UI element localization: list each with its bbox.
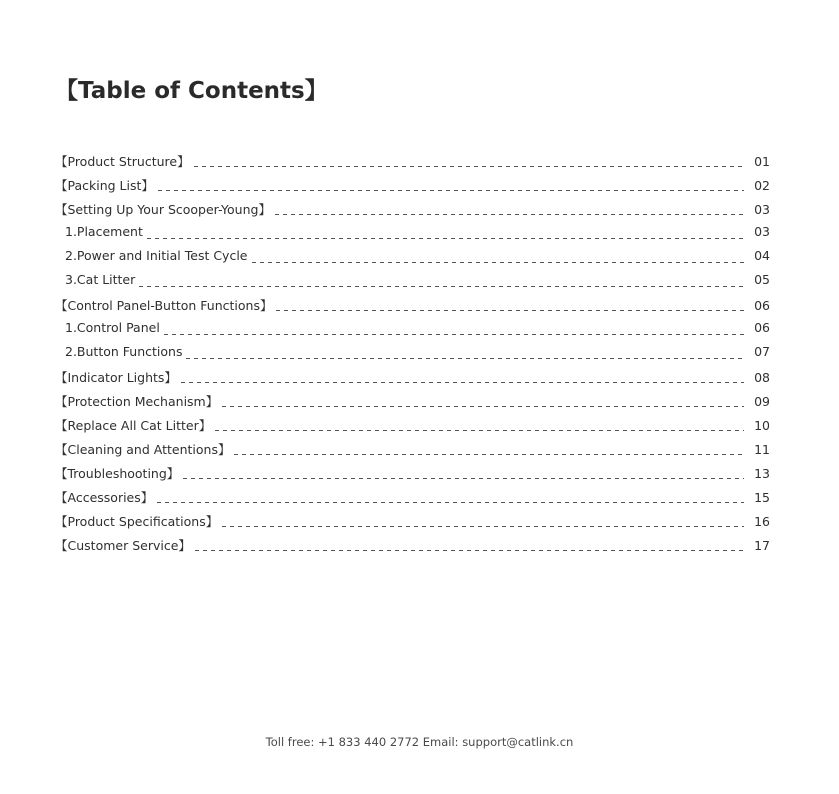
dot-leader [186,358,744,359]
dot-leader [215,430,744,431]
toc-entry-label: 1.Placement [65,224,143,239]
toc-entry[interactable] [55,368,770,392]
toc-entry-label: 【Replace All Cat Litter】 [55,418,212,433]
dot-leader [252,262,745,263]
dot-leader [276,310,744,311]
toc-entry-page-number: 03 [754,202,770,217]
toc-entry-page-number: 09 [754,394,770,409]
toc-entry-label: 【Product Structure】 [55,154,190,169]
dot-leader [158,190,744,191]
toc-entry[interactable] [55,488,770,512]
toc-entry-label: 【Customer Service】 [55,538,191,553]
toc-entry-label: 【Protection Mechanism】 [55,394,219,409]
toc-entry[interactable] [55,176,770,200]
toc-entry-page-number: 01 [754,154,770,169]
toc-entry-page-number: 15 [754,490,770,505]
toc-entry[interactable] [55,464,770,488]
page-title: 【Table of Contents】 [55,78,328,104]
footer-contact: Toll free: +1 833 440 2772 Email: support@catlink.cn [265,735,574,749]
toc-entry[interactable] [55,440,770,464]
toc-entry[interactable] [55,392,770,416]
toc-entry[interactable] [55,344,770,368]
toc-entry[interactable] [55,224,770,248]
dot-leader [181,382,744,383]
toc-entry[interactable] [55,152,770,176]
toc-entry-page-number: 06 [754,298,770,313]
toc-entry-label: 【Product Specifications】 [55,514,219,529]
toc-entry[interactable] [55,200,770,224]
toc-entry-page-number: 17 [754,538,770,553]
toc-entry-label: 【Control Panel-Button Functions】 [55,298,273,313]
toc-entry-page-number: 05 [754,272,770,287]
dot-leader [234,454,744,455]
dot-leader [183,478,744,479]
toc-entry-label: 【Troubleshooting】 [55,466,180,481]
toc-entry-label: 【Accessories】 [55,490,154,505]
toc-entry[interactable] [55,296,770,320]
toc-entry-page-number: 10 [754,418,770,433]
dot-leader [222,406,744,407]
toc-entry-page-number: 06 [754,320,770,335]
dot-leader [275,214,744,215]
toc-entry-page-number: 11 [754,442,770,457]
toc-entry-page-number: 08 [754,370,770,385]
dot-leader [195,550,744,551]
toc-entry-page-number: 07 [754,344,770,359]
toc-entry-page-number: 04 [754,248,770,263]
toc-entry-page-number: 16 [754,514,770,529]
toc-entry-page-number: 13 [754,466,770,481]
toc-entry-label: 1.Control Panel [65,320,160,335]
toc-entry-label: 【Setting Up Your Scooper-Young】 [55,202,271,217]
toc-entry-label: 2.Button Functions [65,344,183,359]
toc-entry[interactable] [55,416,770,440]
toc-entry-label: 【Indicator Lights】 [55,370,177,385]
toc-entry[interactable] [55,272,770,296]
toc-entry-label: 【Cleaning and Attentions】 [55,442,231,457]
dot-leader [157,502,744,503]
toc-entry[interactable] [55,320,770,344]
dot-leader [164,334,744,335]
toc-entry-page-number: 03 [754,224,770,239]
toc-entry-page-number: 02 [754,178,770,193]
toc-entry[interactable] [55,512,770,536]
toc-entry-label: 3.Cat Litter [65,272,136,287]
toc-entry[interactable] [55,248,770,272]
dot-leader [147,238,744,239]
toc-entry-label: 2.Power and Initial Test Cycle [65,248,248,263]
toc-entry-label: 【Packing List】 [55,178,154,193]
table-of-contents [55,152,770,560]
dot-leader [194,166,744,167]
dot-leader [139,286,744,287]
toc-entry[interactable] [55,536,770,560]
dot-leader [222,526,744,527]
